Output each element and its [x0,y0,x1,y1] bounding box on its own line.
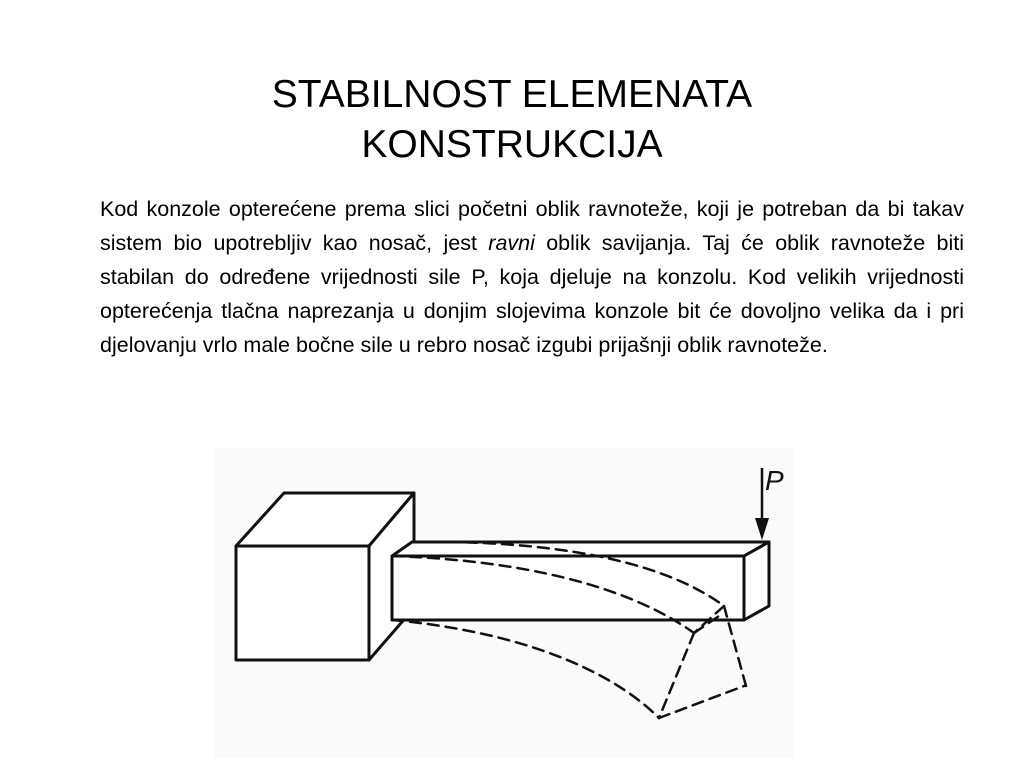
slide-title [0,70,1024,170]
force-label: P [765,465,784,496]
title-line-1: STABILNOST ELEMENATA [271,73,753,117]
paragraph-text-start: Kod konzole opterećene prema slici početni oblik ravnoteže, koji je potreban da bi takav sistem bio upotrebljiv kao nosač, jest [100,197,964,255]
body-paragraph [100,192,964,362]
cantilever-figure [214,448,794,758]
paragraph-text-end: oblik savijanja. Taj će oblik ravnoteže biti stabilan do određene vrijednosti sile P, koja djeluje na konzolu. Kod velikih vrijednosti opterećenja tlačna naprezanja u donjim slojevima konzole bit će dovoljno velika da i pri djelovanju vrlo male bočne sile u rebro nosač izgubi prijašnji oblik ravnoteže. [100,231,964,357]
wall-support [236,493,414,660]
title-line-2: KONSTRUKCIJA [361,123,663,167]
paragraph-italic-word: ravni [488,231,535,255]
cantilever-drawing [214,448,794,758]
